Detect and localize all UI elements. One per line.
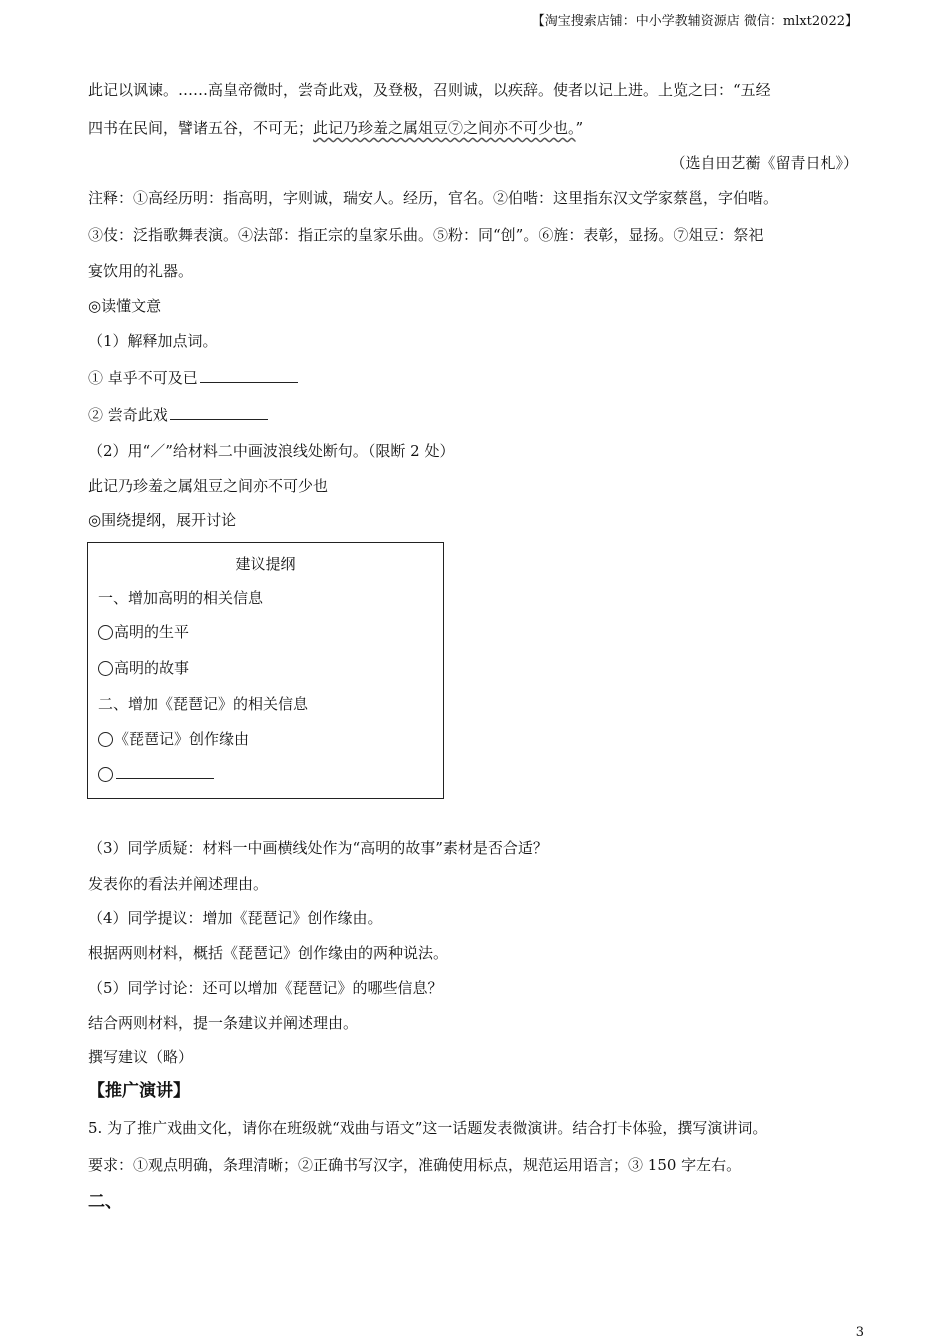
note-line-2: ③伎：泛指歌舞表演。④法部：指正宗的皇家乐曲。⑤粉：同“创”。⑥旌：表彰，显扬。⑦俎豆：祭祀: [88, 226, 764, 244]
outline-item-blank: [98, 764, 214, 784]
outline-item-1a-text: 高明的生平: [114, 623, 190, 641]
speech-requirement: 要求：①观点明确，条理清晰；②正确书写汉字，准确使用标点，规范运用语言；③ 150 字左右。: [88, 1156, 742, 1174]
question-3-requirement: 发表你的看法并阐述理由。: [88, 875, 269, 893]
question-1: （1）解释加点词。: [88, 332, 218, 350]
outline-title: 建议提纲: [235, 555, 296, 573]
section-read-meaning: ◎读懂文意: [88, 297, 162, 315]
page-number: 3: [855, 1325, 864, 1340]
outline-item-1a: [98, 622, 189, 642]
question-1b-text: ② 尝奇此戏: [88, 406, 168, 424]
passage-line-2-start: 四书在民间，譬诸五谷，不可无；: [88, 119, 314, 137]
circle-bullet-icon: [98, 661, 113, 676]
passage-line-2: [88, 118, 583, 138]
page-header: 【淘宝搜索店铺：中小学教辅资源店 微信：mlxt2022】: [531, 14, 858, 29]
question-1a-text: ① 卓乎不可及已: [88, 369, 198, 387]
question-5-answer-note: 撰写建议（略）: [88, 1048, 194, 1066]
question-4-requirement: 根据两则材料，概括《琵琶记》创作缘由的两种说法。: [88, 944, 449, 962]
question-2: （2）用“／”给材料二中画波浪线处断句。（限断 2 处）: [88, 442, 455, 460]
question-1b: [88, 405, 268, 425]
outline-answer-blank[interactable]: [116, 764, 214, 779]
note-line-3: 宴饮用的礼器。: [88, 262, 194, 280]
source-citation: （选自田艺蘅《留青日札》）: [670, 154, 858, 172]
question-5-requirement: 结合两则材料，提一条建议并阐述理由。: [88, 1014, 359, 1032]
question-1a: [88, 368, 298, 388]
circle-bullet-icon: [98, 625, 113, 640]
section-discussion: ◎围绕提纲，展开讨论: [88, 511, 237, 529]
wavy-underlined-sentence: 此记乃珍羞之属俎豆⑦之间亦不可少也。: [313, 119, 576, 137]
outline-item-1b-text: 高明的故事: [114, 659, 190, 677]
outline-item-2: 二、增加《琵琶记》的相关信息: [98, 695, 309, 713]
circle-bullet-icon: [98, 767, 113, 782]
circle-bullet-icon: [98, 732, 113, 747]
note-line-1: 注释：①高经历明：指高明，字则诚，瑞安人。经历，官名。②伯喈：这里指东汉文学家蔡邕，字伯喈。: [88, 189, 779, 207]
question-5-speech: 5. 为了推广戏曲文化，请你在班级就“戏曲与语文”这一话题发表微演讲。结合打卡体验，撰写演讲词。: [88, 1119, 768, 1137]
outline-box: [87, 542, 444, 799]
question-5: （5）同学讨论：还可以增加《琵琶记》的哪些信息？: [88, 979, 443, 997]
promo-heading: 【推广演讲】: [88, 1081, 190, 1101]
section-two-heading: 二、: [88, 1192, 122, 1212]
answer-blank[interactable]: [200, 368, 298, 383]
question-3: （3）同学质疑：材料一中画横线处作为“高明的故事”素材是否合适？: [88, 839, 548, 857]
answer-blank[interactable]: [170, 405, 268, 420]
passage-line-1: 此记以讽谏。……高皇帝微时，尝奇此戏，及登极，召则诚，以疾辞。使者以记上进。上览之曰：“五经: [88, 81, 771, 99]
closing-quote: ”: [575, 119, 584, 137]
outline-item-1: 一、增加高明的相关信息: [98, 589, 264, 607]
outline-item-1b: [98, 658, 189, 678]
question-4: （4）同学提议：增加《琵琶记》创作缘由。: [88, 909, 383, 927]
outline-item-2a-text: 《琵琶记》创作缘由: [114, 730, 250, 748]
outline-item-2a: [98, 729, 249, 749]
question-2-text: 此记乃珍羞之属俎豆之间亦不可少也: [88, 477, 329, 495]
